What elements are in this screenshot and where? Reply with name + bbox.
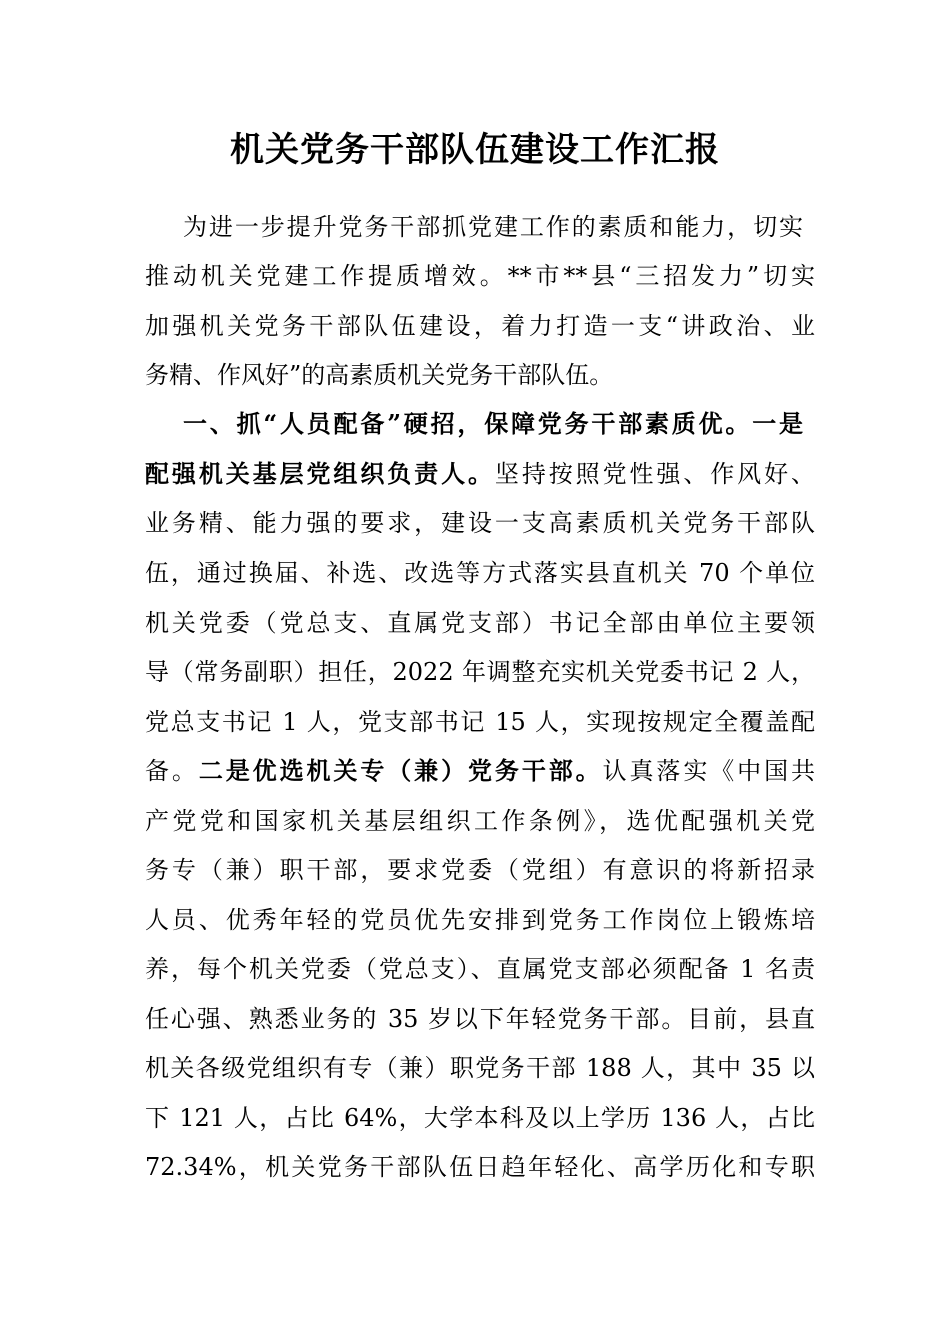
subheading-two: 二是优选机关专（兼）党务干部。 (198, 756, 603, 785)
intro-line-2: 推动机关党建工作提质增效。**市**县“三招发力”切实 (145, 262, 815, 290)
body-text: 认真落实《中国共 (602, 757, 815, 785)
section1-heading-line: 一、抓“人员配备”硬招，保障党务干部素质优。一是 (183, 409, 803, 438)
body-text: 备。 (145, 757, 199, 785)
section1-line-5: 机关党委（党总支、直属党支部）书记全部由单位主要领 (145, 609, 815, 637)
document-title: 机关党务干部队伍建设工作汇报 (230, 130, 720, 170)
section1-line-2 (145, 457, 815, 491)
section1-line-6: 导（常务副职）担任，2022 年调整充实机关党委书记 2 人， (145, 658, 815, 686)
section1-line-7: 党总支书记 1 人，党支部书记 15 人，实现按规定全覆盖配 (145, 708, 815, 736)
section1-line-9: 产党党和国家机关基层组织工作条例》，选优配强机关党 (145, 807, 815, 835)
intro-line-4: 务精、作风好”的高素质机关党务干部队伍。 (145, 361, 614, 389)
section1-line-10: 务专（兼）职干部，要求党委（党组）有意识的将新招录 (145, 856, 815, 884)
intro-line-3: 加强机关党务干部队伍建设，着力打造一支“讲政治、业 (145, 312, 815, 340)
section1-line-12: 养，每个机关党委（党总支）、直属党支部必须配备 1 名责 (145, 955, 815, 983)
intro-line-1: 为进一步提升党务干部抓党建工作的素质和能力，切实 (183, 213, 803, 241)
subheading-one: 配强机关基层党组织负责人。 (145, 459, 495, 488)
section1-line-14: 机关各级党组织有专（兼）职党务干部 188 人，其中 35 以 (145, 1054, 815, 1082)
section1-line-3: 业务精、能力强的要求，建设一支高素质机关党务干部队 (145, 509, 815, 537)
section1-line-4: 伍，通过换届、补选、改选等方式落实县直机关 70 个单位 (145, 559, 815, 587)
section1-line-11: 人员、优秀年轻的党员优先安排到党务工作岗位上锻炼培 (145, 906, 815, 934)
section1-line-15: 下 121 人，占比 64%，大学本科及以上学历 136 人，占比 (145, 1104, 815, 1132)
section1-line-16: 72.34%，机关党务干部队伍日趋年轻化、高学历化和专职 (145, 1153, 815, 1181)
section1-line-13: 任心强、熟悉业务的 35 岁以下年轻党务干部。目前，县直 (145, 1005, 815, 1033)
body-text: 坚持按照党性强、作风好、 (494, 460, 815, 488)
section1-line-8 (145, 754, 815, 788)
